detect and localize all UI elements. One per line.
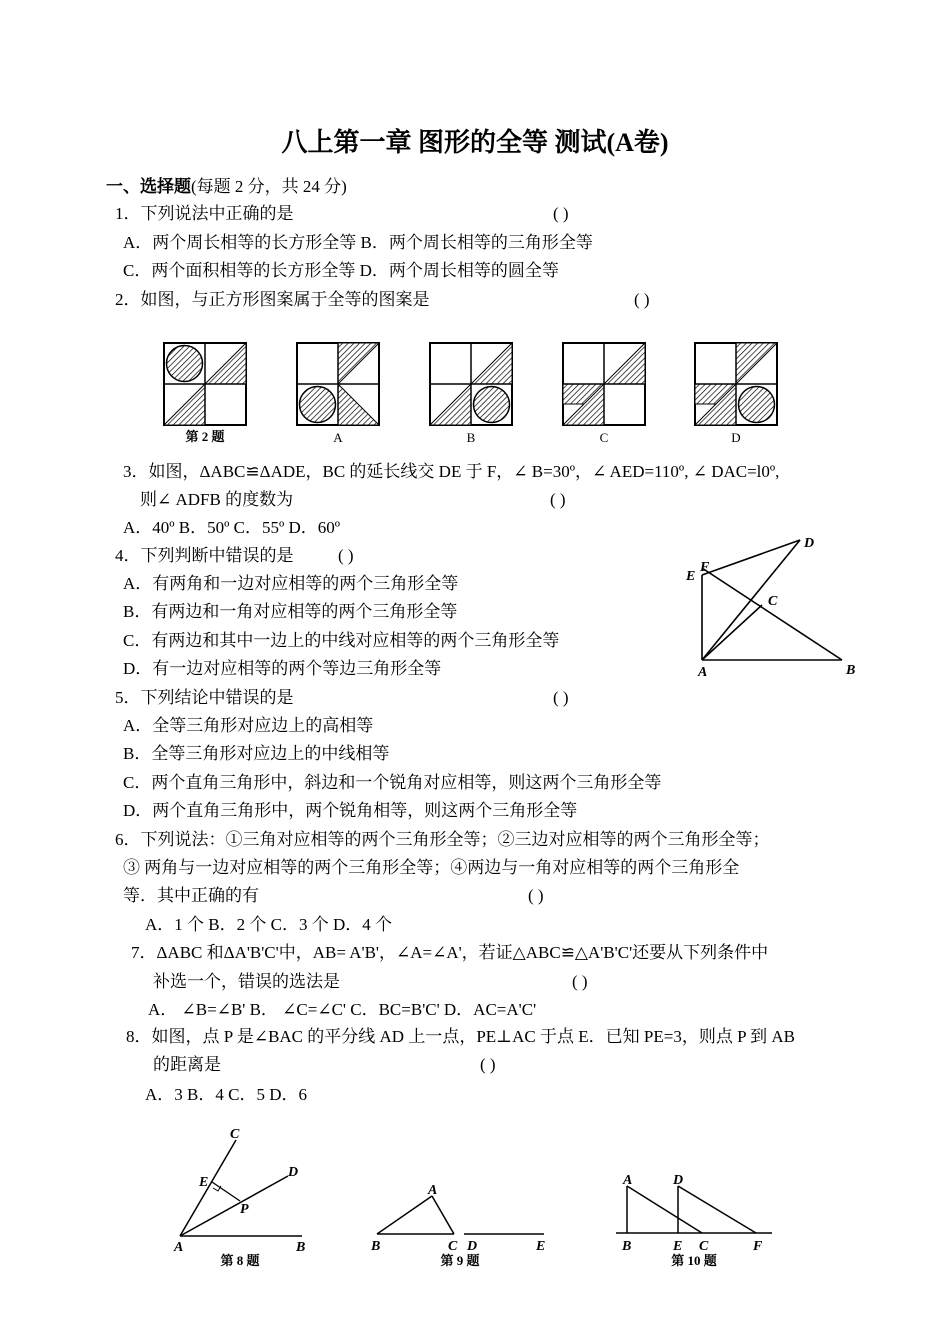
q1-options-line1: A．两个周长相等的长方形全等 B．两个周长相等的三角形全等 — [123, 233, 593, 252]
q5-option-b: B．全等三角形对应边上的中线相等 — [123, 744, 390, 763]
q8-line2: 的距离是 — [153, 1055, 221, 1074]
fig9-label-b: B — [371, 1239, 381, 1254]
q8-bracket: ( ) — [480, 1055, 496, 1074]
fig8-caption: 第 8 题 — [220, 1253, 260, 1268]
q5-option-d: D．两个直角三角形中，两个锐角相等，则这两个三角形全等 — [123, 801, 578, 820]
q6-options: A．1 个 B．2 个 C．3 个 D．4 个 — [145, 915, 392, 934]
q4-option-a: A．有两角和一边对应相等的两个三角形全等 — [123, 574, 459, 593]
fig8-label-b: B — [296, 1240, 306, 1255]
fig9-caption: 第 9 题 — [440, 1253, 480, 1268]
q2-stem: 2．如图，与正方形图案属于全等的图案是 — [115, 290, 430, 309]
q3-options: A．40º B．50º C．55º D．60º — [123, 518, 341, 537]
page-title: 八上第一章 图形的全等 测试(A卷) — [281, 128, 669, 157]
q3-label-a: A — [698, 665, 708, 680]
q2-figure — [150, 330, 800, 450]
q4-option-b: B．有两边和一角对应相等的两个三角形全等 — [123, 602, 458, 621]
fig10-label-c: C — [699, 1239, 709, 1254]
q3-label-b: B — [846, 663, 856, 678]
q6-bracket: ( ) — [528, 886, 544, 905]
q4-option-c: C．有两边和其中一边上的中线对应相等的两个三角形全等 — [123, 631, 560, 650]
fig8-label-e: E — [199, 1175, 209, 1190]
fig9-label-c: C — [448, 1239, 458, 1254]
fig8-label-p: P — [240, 1202, 249, 1217]
q2-pattern-a — [297, 343, 379, 425]
q5-stem: 5．下列结论中错误的是 — [115, 688, 294, 707]
fig10-label-b: B — [622, 1239, 632, 1254]
q7-options: A． ∠B=∠B' B． ∠C=∠C' C．BC=B'C' D．AC=A'C' — [148, 1000, 537, 1019]
q2-pattern-reference — [164, 343, 246, 425]
q3-line1: 3．如图，ΔABC≌ΔADE，BC 的延长线交 DE 于 F，∠ B=30º，∠ AED=110º, ∠ DAC=l0º, — [123, 462, 780, 481]
section-heading — [106, 176, 347, 198]
fig10-label-d: D — [673, 1173, 684, 1188]
q6-line3: 等．其中正确的有 — [123, 886, 259, 905]
fig9 — [370, 1183, 545, 1268]
q3-line2: 则∠ ADFB 的度数为 — [140, 490, 294, 509]
fig10-label-e: E — [673, 1239, 683, 1254]
q2-caption-b: B — [466, 430, 476, 445]
q5-option-a: A．全等三角形对应边上的高相等 — [123, 716, 374, 735]
q2-pattern-b — [430, 343, 512, 425]
q3-bracket: ( ) — [550, 490, 566, 509]
q8-options: A．3 B．4 C．5 D．6 — [145, 1085, 307, 1104]
q2-caption-c: C — [599, 430, 609, 445]
fig8 — [173, 1127, 305, 1268]
q4-bracket: ( ) — [338, 546, 354, 565]
q3-figure — [680, 528, 880, 688]
q2-pattern-d — [695, 343, 777, 425]
q5-option-c: C．两个直角三角形中，斜边和一个锐角对应相等，则这两个三角形全等 — [123, 773, 662, 792]
q7-bracket: ( ) — [572, 972, 588, 991]
q3-label-d: D — [804, 536, 815, 551]
q1-bracket: ( ) — [553, 204, 569, 223]
q4-option-d: D．有一边对应相等的两个等边三角形全等 — [123, 659, 442, 678]
q5-bracket: ( ) — [553, 688, 569, 707]
fig10-caption: 第 10 题 — [671, 1253, 717, 1268]
fig9-label-d: D — [467, 1239, 478, 1254]
q3-label-c: C — [768, 594, 778, 609]
section-heading-note: (每题 2 分，共 24 分) — [191, 177, 347, 196]
q2-caption-d: D — [731, 430, 741, 445]
q2-pattern-c — [563, 343, 645, 425]
q4-stem: 4．下列判断中错误的是 — [115, 546, 294, 565]
bottom-figures — [160, 1118, 800, 1278]
q2-caption-a: A — [333, 430, 343, 445]
q6-line2: ③ 两角与一边对应相等的两个三角形全等；④两边与一角对应相等的两个三角形全 — [123, 858, 740, 877]
fig8-label-d: D — [288, 1165, 299, 1180]
fig10-label-a: A — [623, 1173, 633, 1188]
q7-line2: 补选一个，错误的选法是 — [153, 972, 340, 991]
q2-bracket: ( ) — [634, 290, 650, 309]
fig10-label-f: F — [753, 1239, 763, 1254]
q1-options-line2: C．两个面积相等的长方形全等 D．两个周长相等的圆全等 — [123, 261, 559, 280]
q3-label-f: F — [700, 560, 710, 575]
fig10 — [616, 1173, 772, 1268]
fig9-label-e: E — [536, 1239, 546, 1254]
q3-label-e: E — [686, 569, 696, 584]
fig8-label-c: C — [230, 1127, 240, 1142]
fig8-label-a: A — [174, 1240, 184, 1255]
q6-line1: 6．下列说法：①三角对应相等的两个三角形全等；②三边对应相等的两个三角形全等； — [115, 830, 770, 849]
q7-line1: 7．ΔABC 和ΔA'B'C'中，AB= A'B'，∠A=∠A'，若证△ABC≌△A'B'C'还要从下列条件中 — [131, 943, 769, 962]
section-heading-label: 一、选择题 — [106, 177, 191, 196]
q8-line1: 8．如图，点 P 是∠BAC 的平分线 AD 上一点，PE⊥AC 于点 E．已知 PE=3，则点 P 到 AB — [126, 1027, 796, 1046]
q2-caption-ref: 第 2 题 — [185, 429, 225, 444]
fig9-label-a: A — [428, 1183, 438, 1198]
q1-stem: 1．下列说法中正确的是 — [115, 204, 294, 223]
